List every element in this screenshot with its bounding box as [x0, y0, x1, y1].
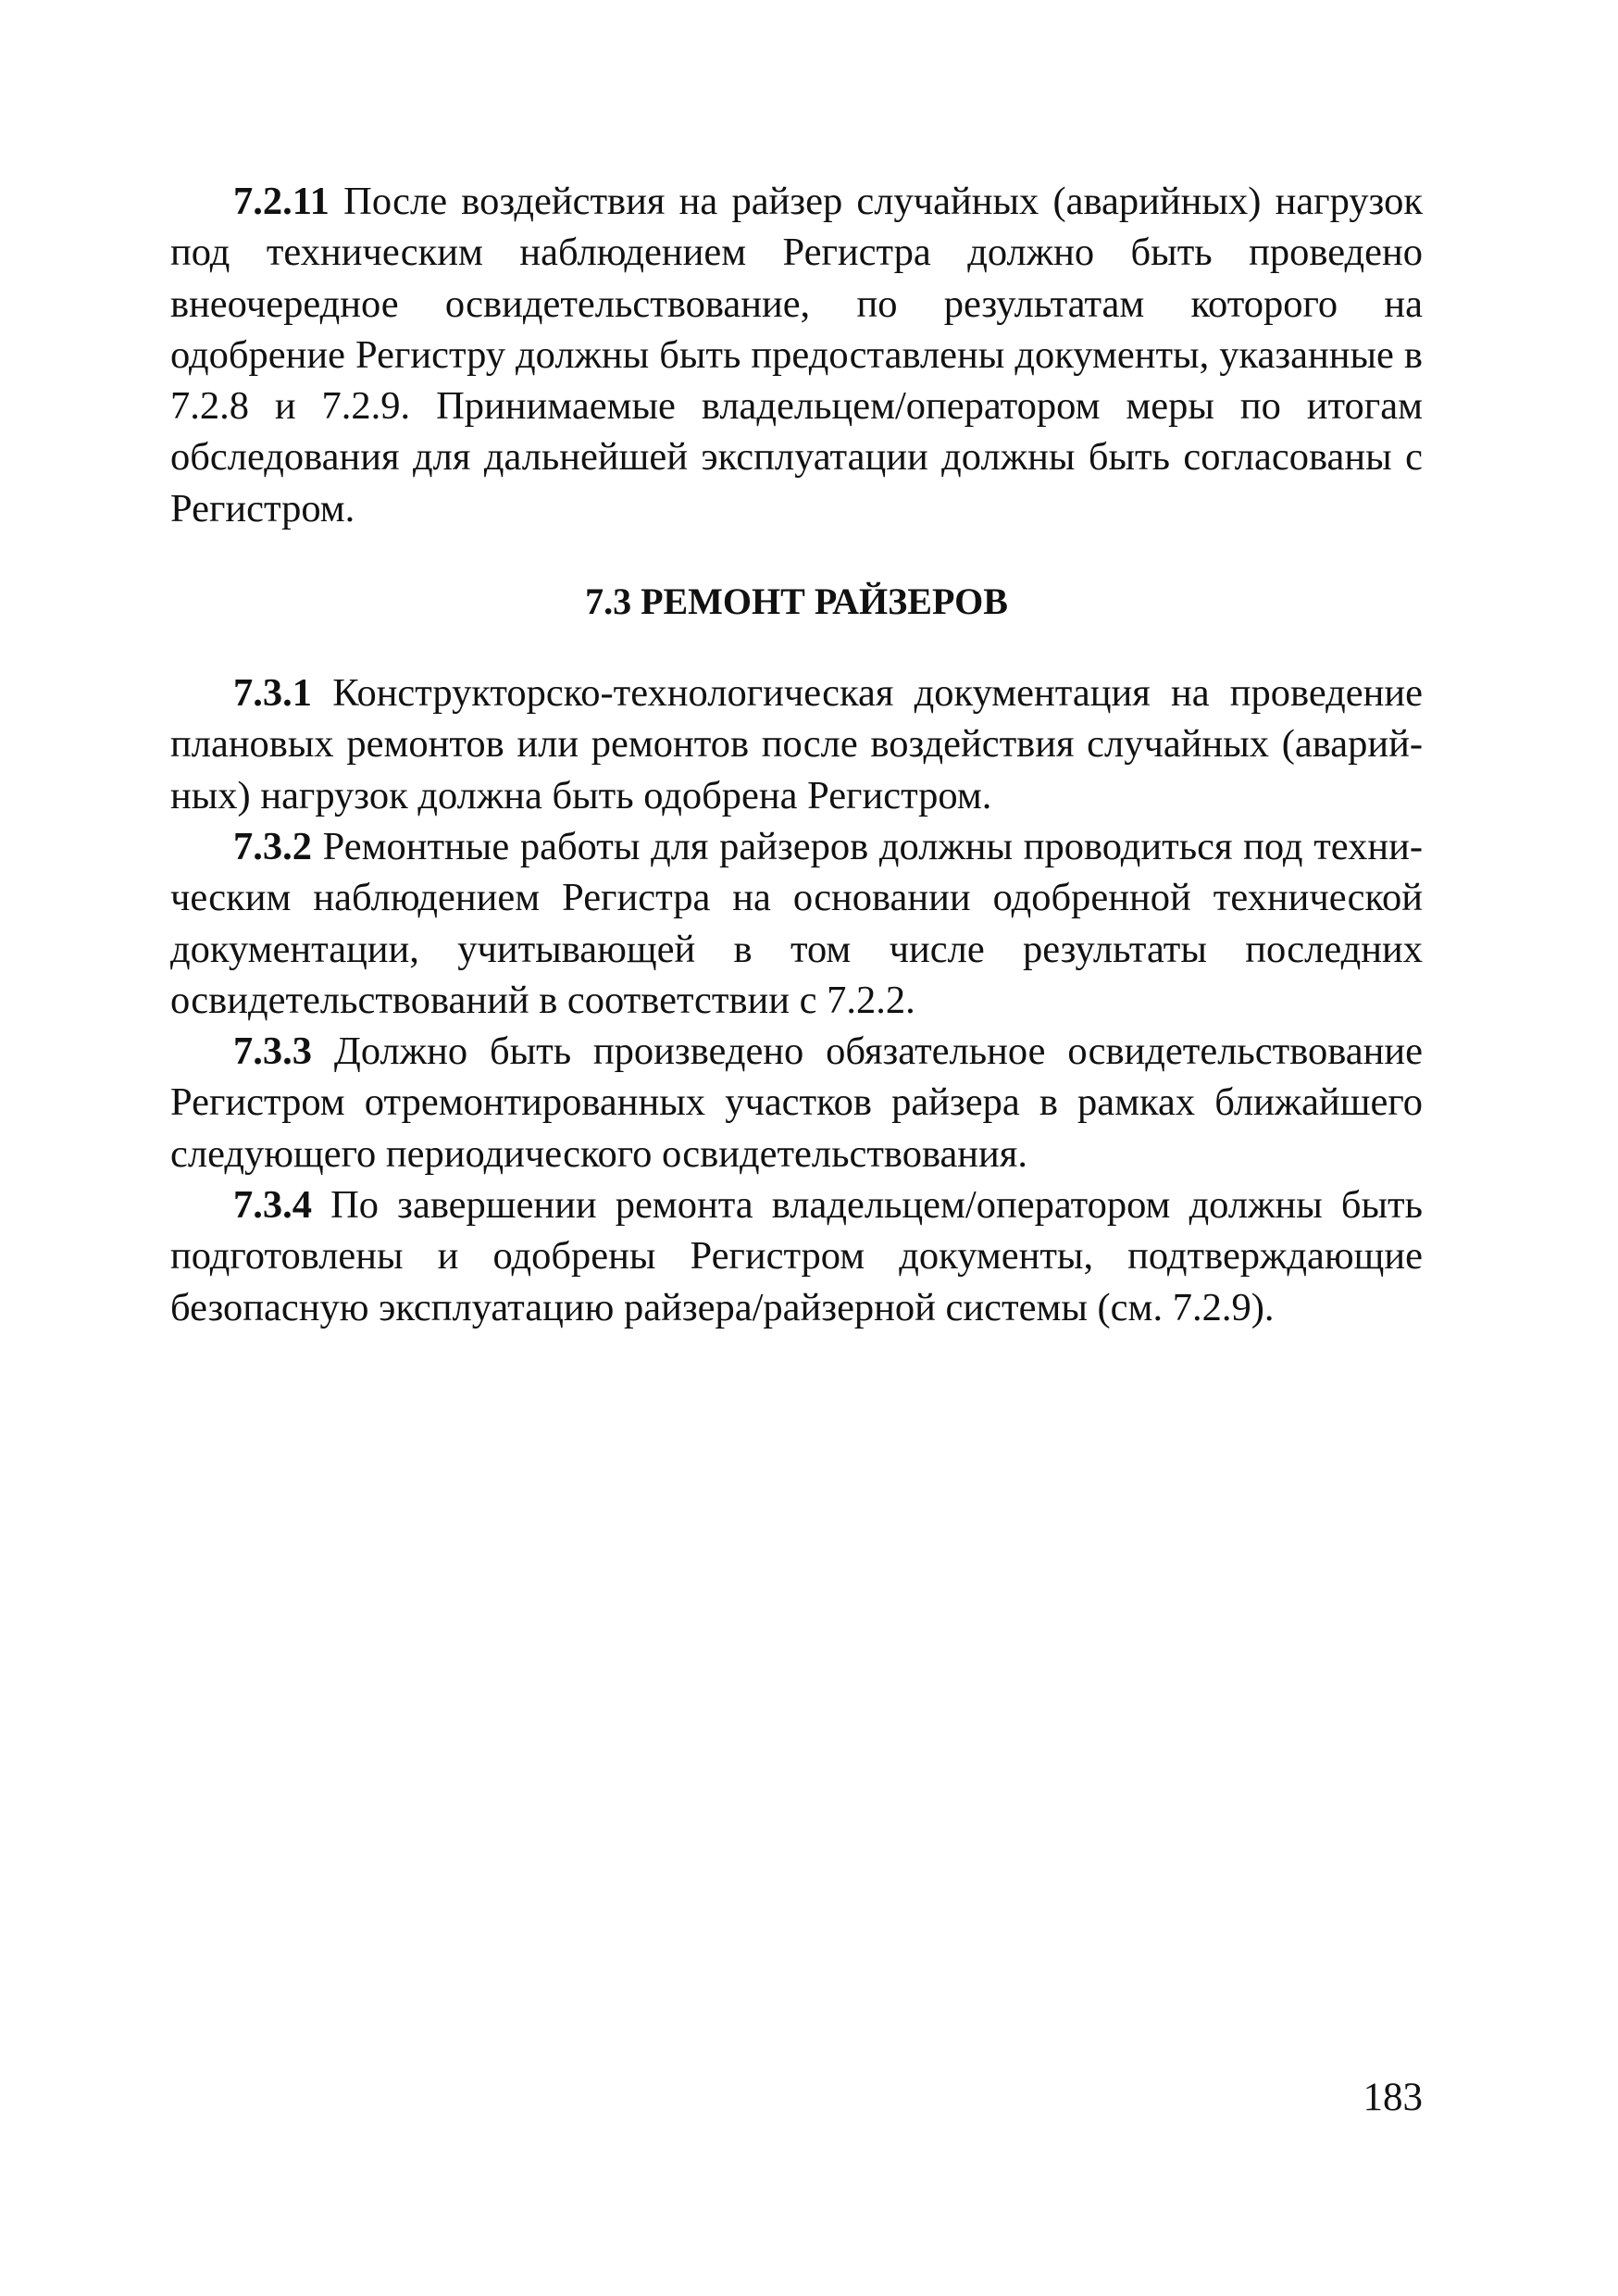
clause-number: 7.3.2	[233, 824, 312, 868]
clause-text: По завершении ремонта владельцем/оператором должны быть подготовлены и одобрены Регистром документы, подтверждающие безопасную эксплуатацию райзера/райзерной системы (см. 7.2.9).	[170, 1183, 1423, 1329]
paragraph-7-2-11	[170, 176, 1423, 534]
page-number: 183	[1363, 2076, 1423, 2119]
clause-text: После воздействия на райзер случайных (аварийных) нагрузок под техническим наблюдением Регистра должно быть проведено внеочередное освидетельствование, по результатам которого на одобрение Регистру должны быть предоставлены документы, указанные в 7.2.8 и 7.2.9. Принимаемые владельцем/оператором меры по итогам обследования для дальнейшей эксплуатации должны быть согласованы с Регистром.	[170, 180, 1423, 530]
paragraph-7-3-3	[170, 1026, 1423, 1179]
clause-number: 7.2.11	[233, 180, 330, 223]
clause-text: Ремонтные работы для райзеров должны проводиться под техническим наблюдением Регистра на основании одобренной технической документации, учитывающей в том числе результаты последних освидетельствований в соответствии с 7.2.2.	[170, 824, 1423, 1022]
paragraph-7-3-4	[170, 1179, 1423, 1333]
clause-number: 7.3.1	[233, 671, 312, 716]
clause-text: Конструкторско-технологическая документация на проведение плановых ремонтов или ремонтов после воздействия случайных (аварийных) нагрузок должна быть одобрена Регистром.	[170, 671, 1423, 817]
clause-number: 7.3.4	[233, 1183, 312, 1228]
document-body	[170, 176, 1423, 1333]
paragraph-7-3-1	[170, 668, 1423, 821]
clause-text: Должно быть произведено обязательное освидетельствование Регистром отремонтированных участков райзера в рамках ближайшего следующего периодического освидетельствования.	[170, 1029, 1423, 1176]
section-heading: 7.3 РЕМОНТ РАЙЗЕРОВ	[585, 580, 1008, 623]
paragraph-7-3-2	[170, 821, 1423, 1026]
clause-number: 7.3.3	[233, 1029, 312, 1074]
